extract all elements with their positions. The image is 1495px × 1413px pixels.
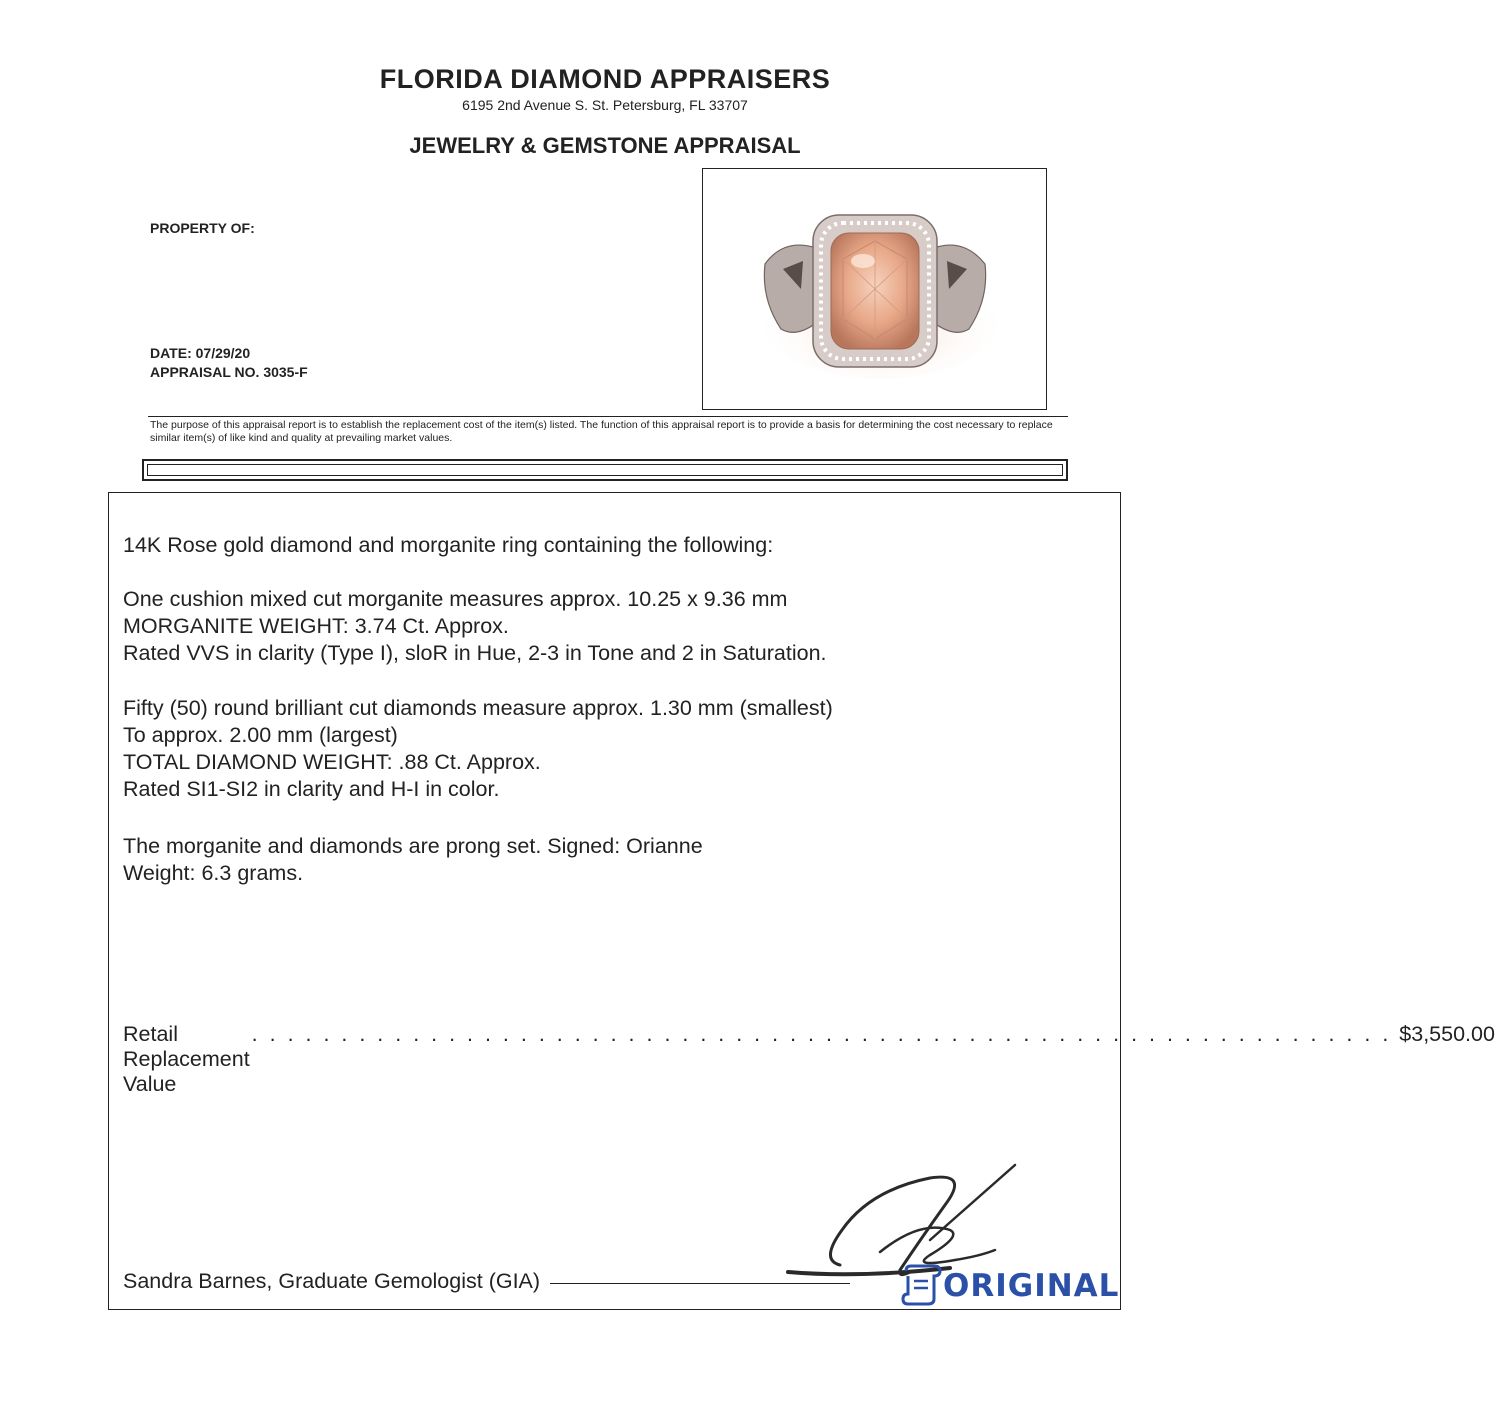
morganite-line: One cushion mixed cut morganite measures approx. 10.25 x 9.36 mm xyxy=(123,587,788,611)
morganite-line: MORGANITE WEIGHT: 3.74 Ct. Approx. xyxy=(123,614,509,638)
company-address: 6195 2nd Avenue S. St. Petersburg, FL 33707 xyxy=(462,97,748,113)
diamond-line: To approx. 2.00 mm (largest) xyxy=(123,723,398,747)
date-line: DATE: 07/29/20 xyxy=(150,345,251,361)
diamond-line: Fifty (50) round brilliant cut diamonds measure approx. 1.30 mm (smallest) xyxy=(123,696,833,720)
retail-value-amount: $3,550.00 xyxy=(1399,1022,1495,1046)
diamond-line: Rated SI1-SI2 in clarity and H-I in color. xyxy=(123,777,500,801)
original-stamp: ORIGINAL xyxy=(943,1268,1120,1304)
appraiser-name: Sandra Barnes, Graduate Gemologist (GIA) xyxy=(123,1269,541,1293)
retail-replacement-value-row xyxy=(123,1022,1495,1097)
appraisal-number: APPRAISAL NO. 3035-F xyxy=(150,364,308,380)
company-name: FLORIDA DIAMOND APPRAISERS xyxy=(379,64,831,94)
document-title: JEWELRY & GEMSTONE APPRAISAL xyxy=(409,133,801,158)
morganite-line: Rated VVS in clarity (Type I), sloR in Hue, 2-3 in Tone and 2 in Saturation. xyxy=(123,641,827,665)
setting-line: The morganite and diamonds are prong set. Signed: Orianne xyxy=(123,834,703,858)
dot-leader: . . . . . . . . . . . . . . . . . . . . . . . . . . . . . . . . . . . . . . . . . . . . . . . . . . . . . . . . . . . . . . . . xyxy=(251,1022,1392,1046)
morganite-details xyxy=(123,586,827,667)
ring-photo-image xyxy=(703,169,1045,408)
diamond-details xyxy=(123,695,833,803)
property-of-label: PROPERTY OF: xyxy=(150,220,255,236)
description-intro: 14K Rose gold diamond and morganite ring containing the following: xyxy=(123,533,774,557)
item-photo xyxy=(702,168,1047,410)
retail-value-label: Retail Replacement Value xyxy=(123,1022,250,1096)
signature-row xyxy=(123,1269,850,1294)
double-bar-inner-line xyxy=(147,464,1063,476)
purpose-disclaimer: The purpose of this appraisal report is to establish the replacement cost of the item(s) listed. The function of this appraisal report is to provide a basis for determining the cost necessary to replace similar item(s) of like kind and quality at prevailing market values. xyxy=(150,419,1053,444)
divider-line xyxy=(148,416,1068,417)
setting-line: Weight: 6.3 grams. xyxy=(123,861,304,885)
setting-details xyxy=(123,833,703,887)
diamond-line: TOTAL DIAMOND WEIGHT: .88 Ct. Approx. xyxy=(123,750,541,774)
scroll-stamp-icon xyxy=(900,1263,944,1307)
decorative-double-bar xyxy=(142,459,1068,481)
